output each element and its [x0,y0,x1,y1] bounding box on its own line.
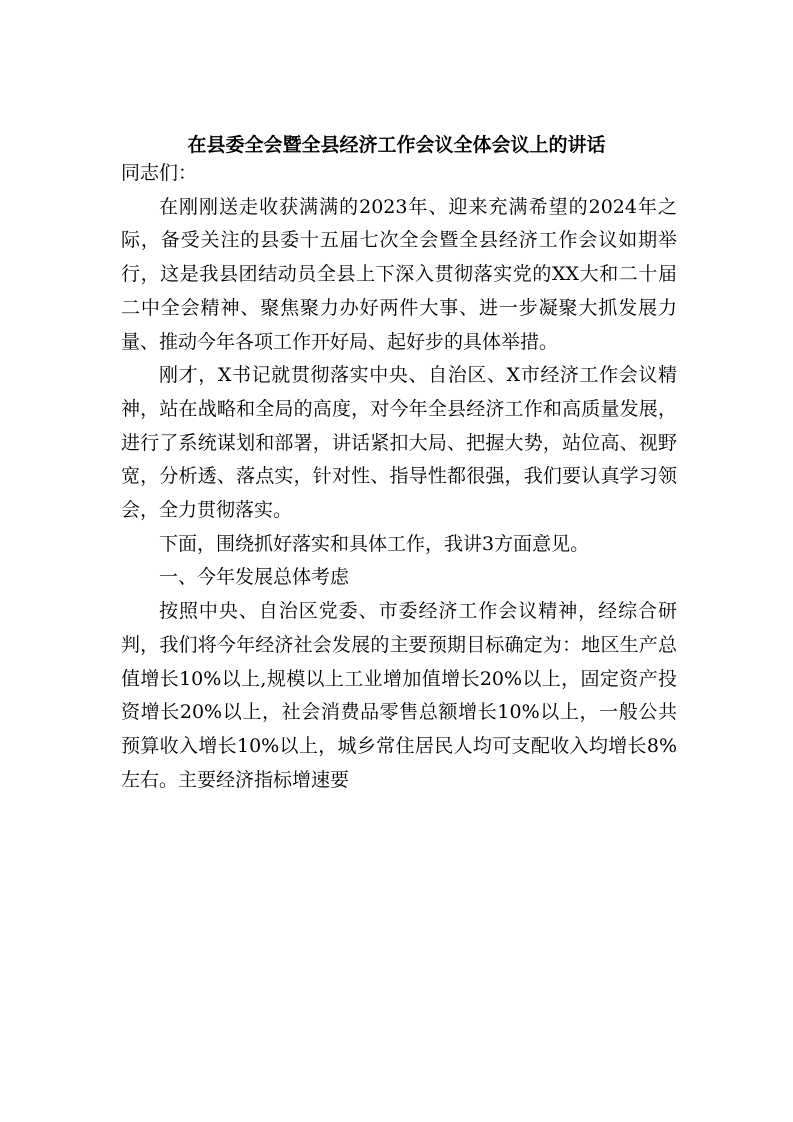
salutation: 同志们： [121,162,198,184]
section-heading-1: 一、今年发展总体考虑 [159,566,350,589]
paragraph-opening: 在刚刚送走收获满满的2023年、迎来充满希望的2024年之际，备受关注的县委十五届七次全会暨全县经济工作会议如期举行，这是我县团结动员全县上下深入贯彻落实党的XX大和二十届二中全会精神、聚焦聚力办好两件大事、进一步凝聚大抓发展力量、推动今年各项工作开好局、起好步的具体举措。 [121,195,677,353]
document-title: 在县委全会暨全县经济工作会议全体会议上的讲话 [187,134,606,156]
paragraph-outline: 下面，围绕抓好落实和具体工作，我讲3方面意见。 [159,532,590,555]
document-body [121,157,677,797]
paragraph-review: 刚才，X书记就贯彻落实中央、自治区、X市经济工作会议精神，站在战略和全局的高度，对今年全县经济工作和高质量发展，进行了系统谋划和部署，讲话紧扣大局、把握大势，站位高、视野宽，分析透、落点实，针对性、指导性都很强，我们要认真学习领会，全力贯彻落实。 [121,364,677,522]
paragraph-targets: 按照中央、自治区党委、市委经济工作会议精神，经综合研判，我们将今年经济社会发展的主要预期目标确定为：地区生产总值增长10%以上,规模以上工业增加值增长20%以上，固定资产投资增长20%以上，社会消费品零售总额增长10%以上，一般公共预算收入增长10%以上，城乡常住居民人均可支配收入均增长8%左右。主要经济指标增速要 [121,600,677,791]
